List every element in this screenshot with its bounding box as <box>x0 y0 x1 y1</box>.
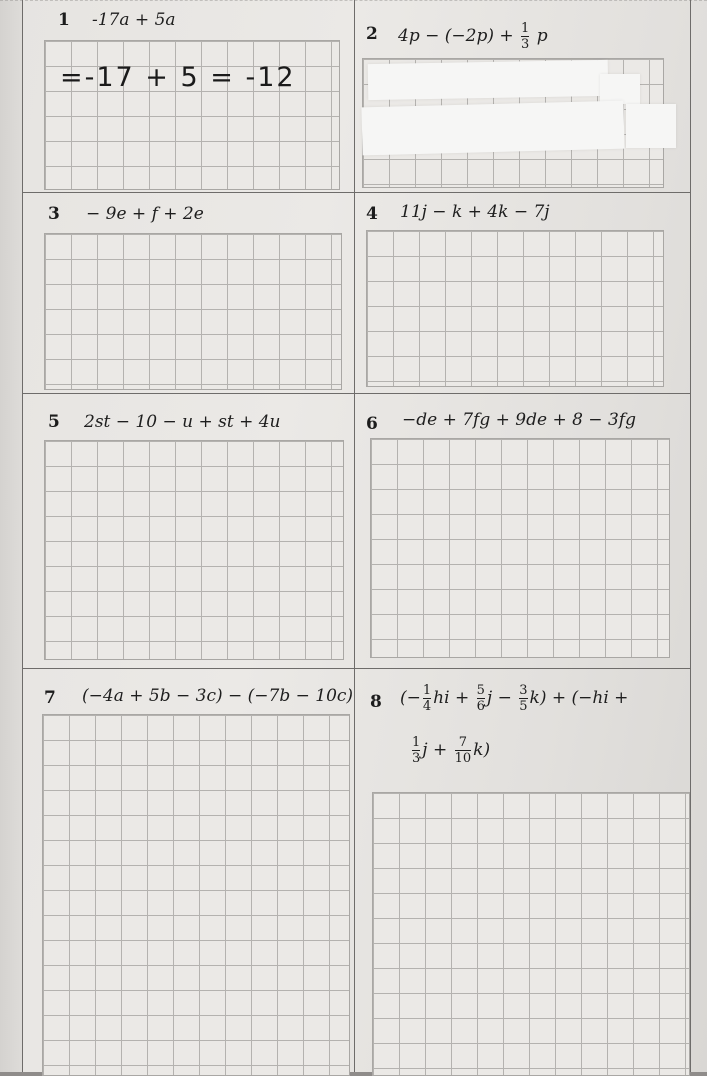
problem-expression: 2st − 10 − u + st + 4u <box>84 412 281 432</box>
problem-expression-line-2 <box>410 736 490 765</box>
expression-part: k) <box>473 740 491 760</box>
problem-number: 1 <box>58 10 70 30</box>
row-divider <box>22 668 690 669</box>
column-divider <box>354 0 355 1072</box>
correction-tape <box>361 101 624 156</box>
problem-expression: 11j − k + 4k − 7j <box>400 202 550 222</box>
expression-part: p <box>536 26 548 46</box>
fraction-denominator: 4 <box>422 699 432 714</box>
fraction-numerator: 1 <box>412 735 421 750</box>
problem-expression-line-1 <box>400 684 628 713</box>
problem-expression: -17a + 5a <box>92 10 176 30</box>
problem-expression: −de + 7fg + 9de + 8 − 3fg <box>402 410 636 430</box>
answer-grid[interactable] <box>366 230 664 387</box>
problem-number: 2 <box>366 24 378 44</box>
answer-grid[interactable] <box>370 438 670 658</box>
problem-number: 3 <box>48 204 60 224</box>
fraction-numerator: 1 <box>521 21 530 36</box>
handwritten-answer: =-17 + 5 = -12 <box>60 62 296 93</box>
fraction <box>519 684 527 713</box>
fraction <box>423 684 431 713</box>
fraction-denominator: 10 <box>454 751 472 766</box>
fraction-numerator: 7 <box>458 735 468 750</box>
problem-number: 8 <box>370 692 382 712</box>
problem-expression: − 9e + f + 2e <box>86 204 204 224</box>
expression-part: j − <box>486 688 512 708</box>
row-divider <box>22 192 690 193</box>
fraction-numerator: 5 <box>476 683 485 698</box>
row-divider <box>22 393 690 394</box>
answer-grid[interactable] <box>44 233 342 390</box>
expression-part: (− <box>400 688 421 708</box>
fraction-denominator: 3 <box>521 37 530 52</box>
problem-number: 5 <box>48 412 60 432</box>
correction-tape <box>368 60 609 100</box>
answer-grid[interactable] <box>372 792 690 1076</box>
fraction-denominator: 5 <box>519 699 528 714</box>
expression-part: 4p − (−2p) + <box>398 26 514 46</box>
expression-part: k) + (−hi + <box>529 688 629 708</box>
fraction-numerator: 3 <box>519 683 528 698</box>
problem-number: 6 <box>366 414 378 434</box>
problem-number: 7 <box>44 688 56 708</box>
fraction <box>455 736 472 765</box>
fraction <box>521 22 529 51</box>
page-margin <box>0 0 22 1072</box>
correction-tape <box>600 74 640 104</box>
fraction <box>477 684 485 713</box>
expression-part: j + <box>422 740 448 760</box>
expression-part: hi + <box>433 688 470 708</box>
fraction-denominator: 6 <box>476 699 485 714</box>
correction-tape <box>626 104 676 148</box>
answer-grid[interactable] <box>42 714 350 1076</box>
problem-number: 4 <box>366 204 378 224</box>
fraction-numerator: 1 <box>422 683 432 698</box>
problem-expression: (−4a + 5b − 3c) − (−7b − 10c) <box>82 686 354 706</box>
right-border <box>690 0 691 1072</box>
left-border <box>22 0 23 1072</box>
fraction-denominator: 3 <box>412 751 421 766</box>
answer-grid[interactable] <box>44 440 344 660</box>
fraction <box>412 736 420 765</box>
